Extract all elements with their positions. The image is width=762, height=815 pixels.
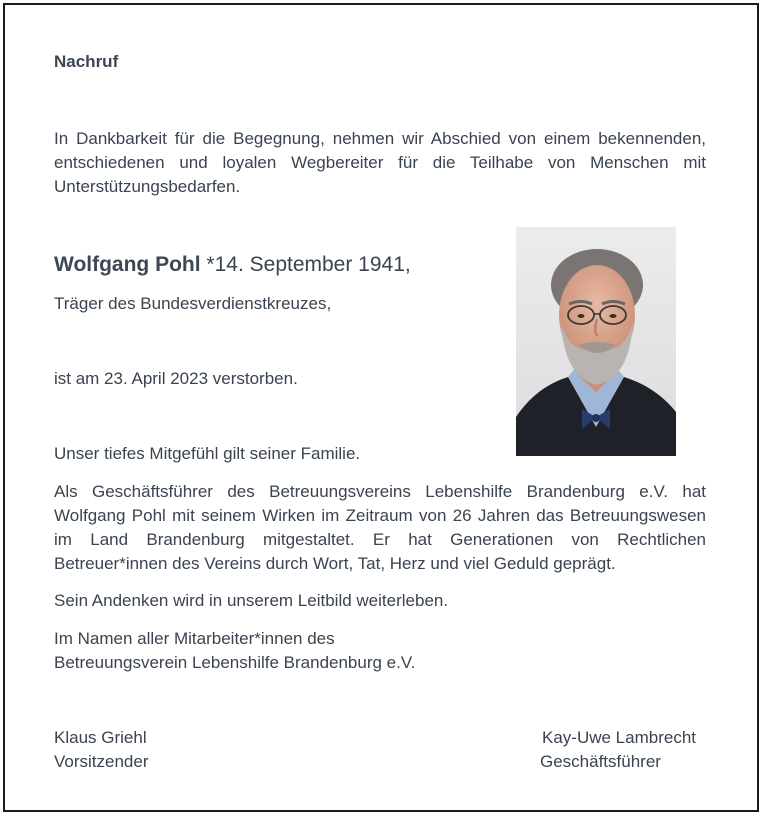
closing-line-2: Betreuungsverein Lebenshilfe Brandenburg e.V. xyxy=(54,653,416,672)
signature-left-name: Klaus Griehl xyxy=(54,728,147,747)
closing-line-1: Im Namen aller Mitarbeiter*innen des xyxy=(54,629,335,648)
signature-right xyxy=(540,726,696,774)
name-line xyxy=(54,253,411,277)
remembrance-line: Sein Andenken wird in unserem Leitbild weiterleben. xyxy=(54,591,449,610)
deceased-name: Wolfgang Pohl xyxy=(54,253,201,276)
death-line: ist am 23. April 2023 verstorben. xyxy=(54,369,298,388)
birth-date: *14. September 1941, xyxy=(200,253,411,276)
obituary-frame xyxy=(3,3,759,812)
intro-paragraph: In Dankbarkeit für die Begegnung, nehmen wir Abschied von einem bekennenden, entschiedenen und loyalen Wegbereiter für die Teilhabe von Menschen mit Unterstützungsbedarfen. xyxy=(54,129,706,196)
obituary-heading: Nachruf xyxy=(54,52,119,71)
sympathy-line: Unser tiefes Mitgefühl gilt seiner Familie. xyxy=(54,444,361,463)
signature-right-title: Geschäftsführer xyxy=(540,752,661,771)
award-line: Träger des Bundesverdienstkreuzes, xyxy=(54,294,332,313)
body-paragraph: Als Geschäftsführer des Betreuungsvereins Lebenshilfe Brandenburg e.V. hat Wolfgang Pohl mit seinem Wirken im Zeitraum von 26 Jahren das Betreuungswesen im Land Brandenburg mitgestaltet. Er hat Generationen von Rechtlichen Betreuer*innen des Vereins durch Wort, Tat, Herz und viel Geduld geprägt. xyxy=(54,482,706,573)
signature-left xyxy=(54,726,149,774)
closing-block xyxy=(54,627,415,675)
portrait-illustration xyxy=(516,227,676,456)
signature-right-name: Kay-Uwe Lambrecht xyxy=(542,728,697,747)
portrait-photo xyxy=(516,227,676,456)
signature-left-title: Vorsitzender xyxy=(54,752,149,771)
